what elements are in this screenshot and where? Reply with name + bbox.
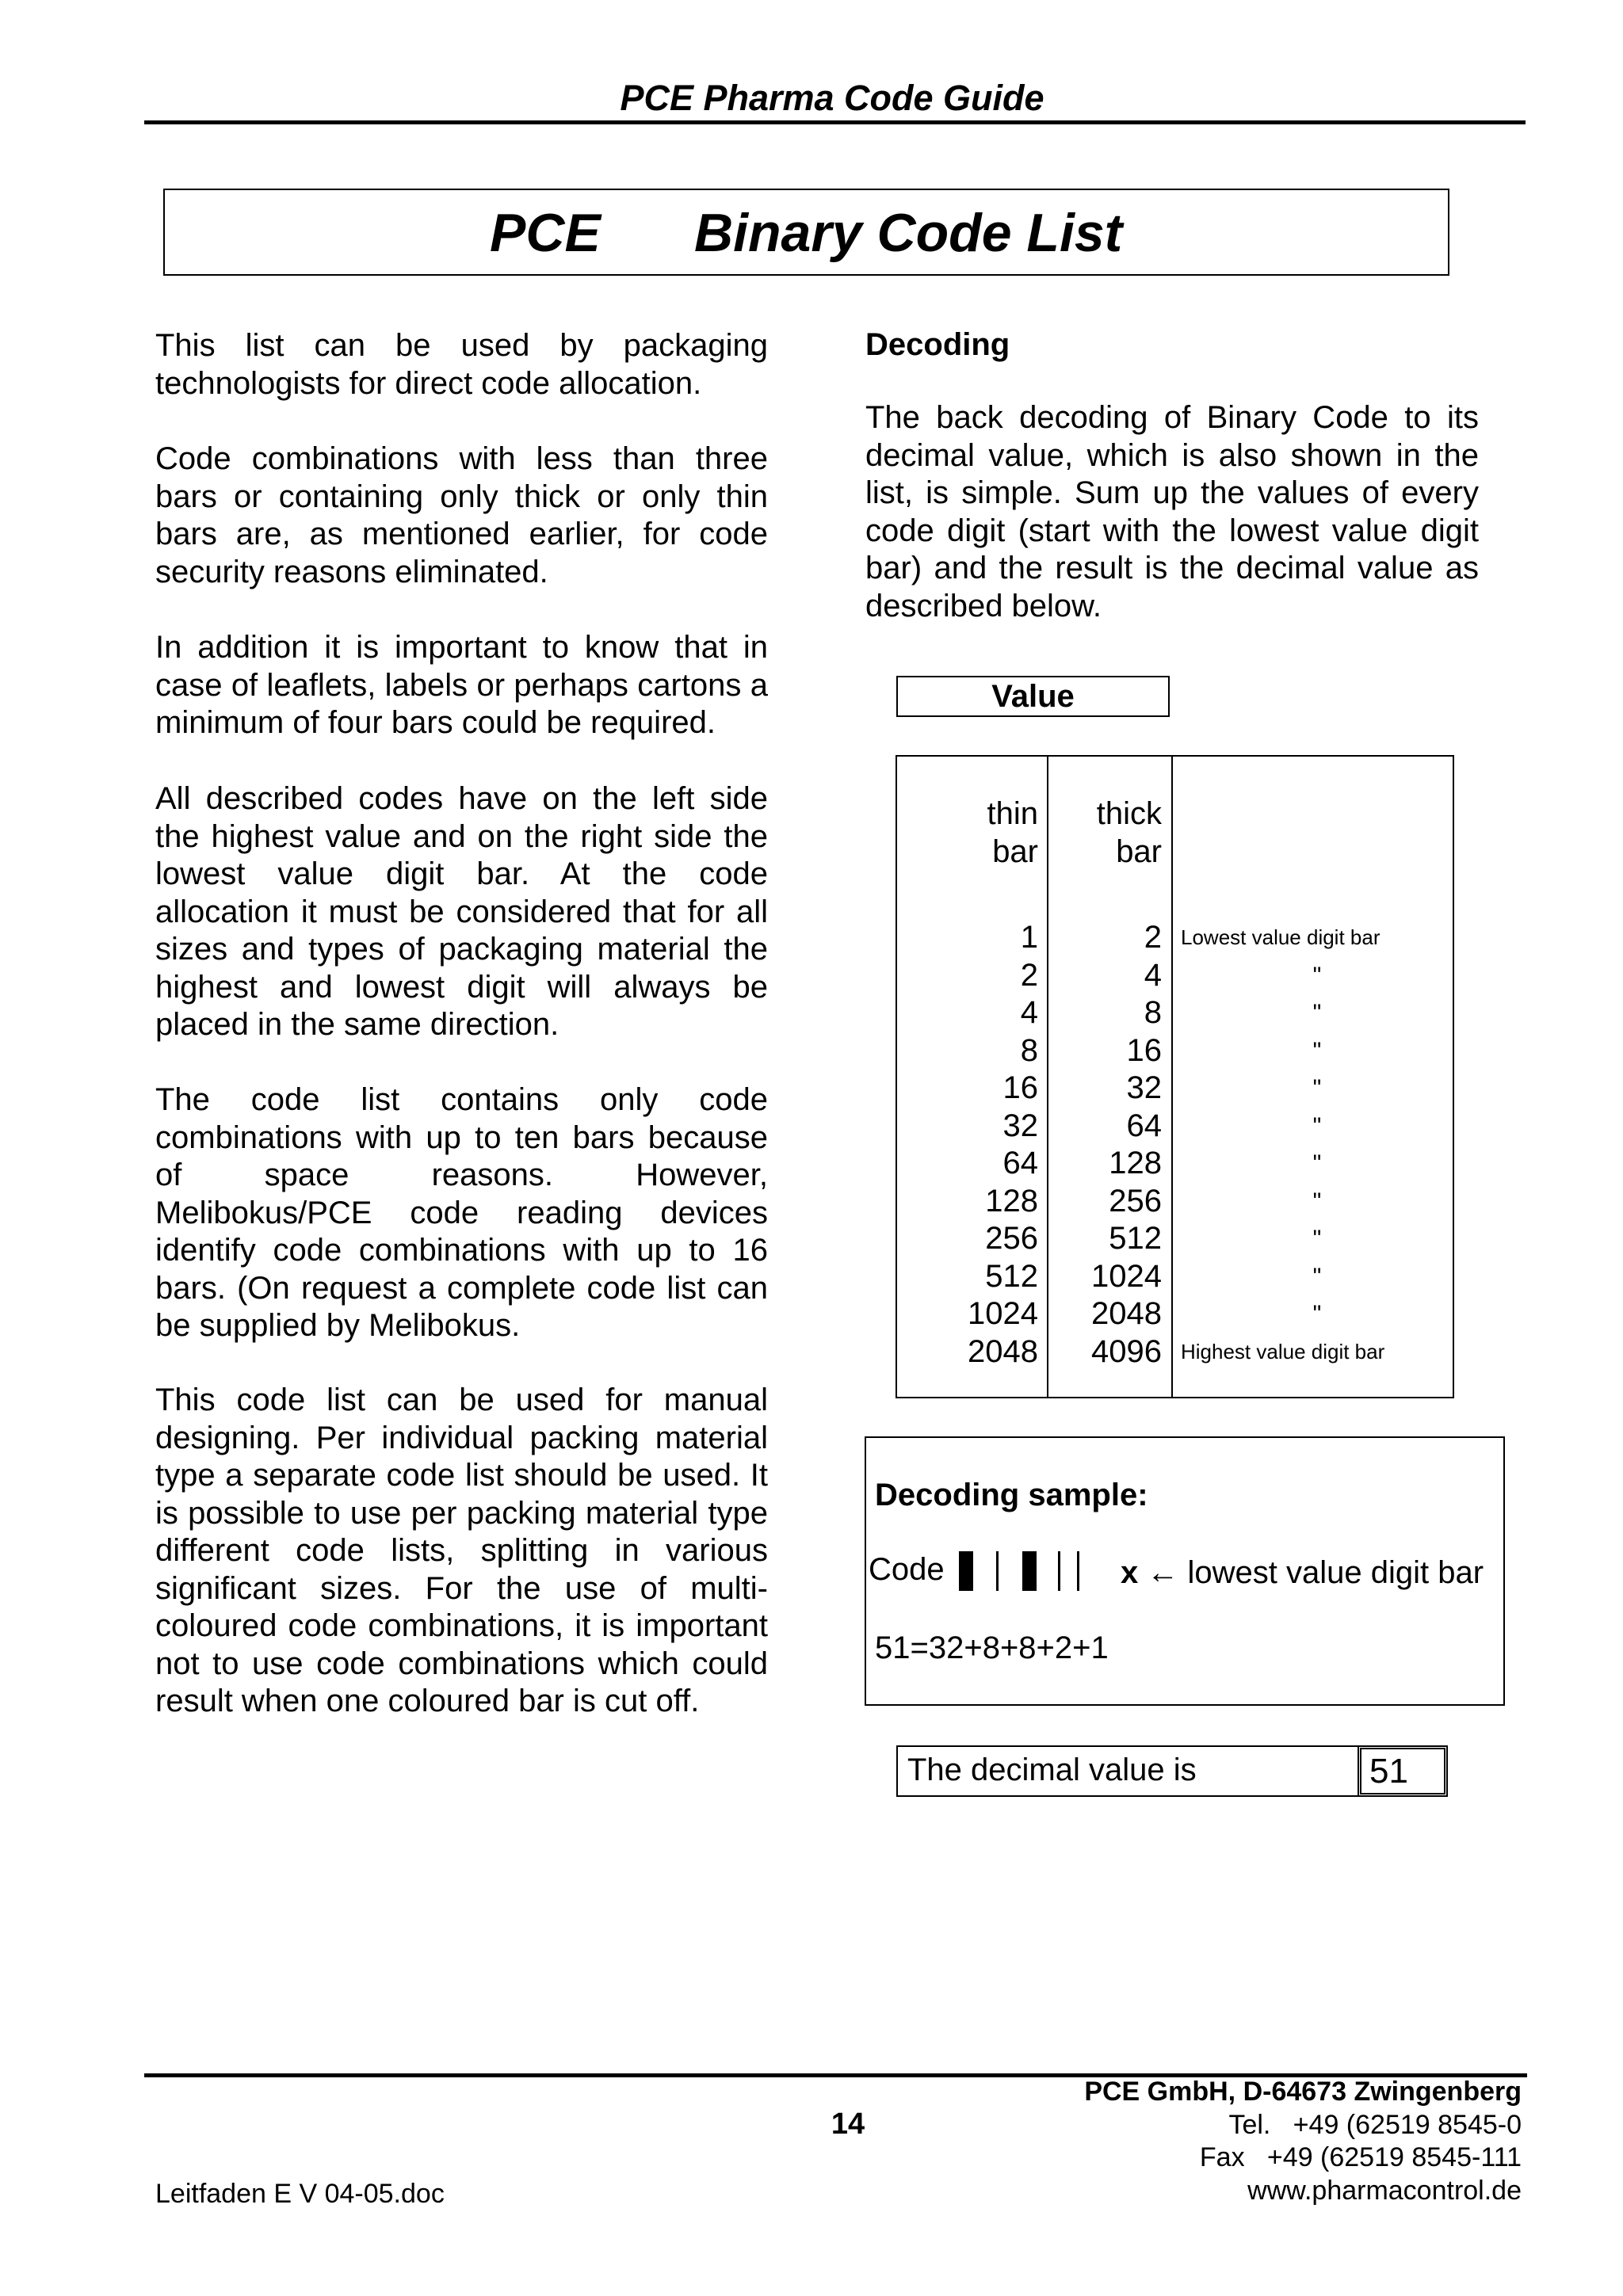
ditto-mark: " <box>1312 1301 1322 1327</box>
value-label-box: Value <box>896 676 1170 717</box>
thick-bar-value: 2048 <box>1091 1296 1162 1331</box>
paragraph-direction: All described codes have on the left side the highest value and on the right side the lowest value digit bar. At the code allocation it must be considered that for all sizes and types of packaging material the highest and lowest digit will always be placed in the same direction. <box>155 781 768 1042</box>
thin-bar-value: 1024 <box>968 1296 1038 1331</box>
ditto-mark: " <box>1312 1150 1322 1177</box>
page-title: Binary Code List <box>694 203 1123 263</box>
barcode-thin-bar <box>996 1551 999 1591</box>
thin-bar-value: 2 <box>1020 957 1038 993</box>
ditto-mark: " <box>1312 962 1322 989</box>
barcode-thin-bar <box>1058 1551 1060 1591</box>
company-name: PCE GmbH, D-64673 Zwingenberg <box>1084 2077 1522 2107</box>
thin-bar-header: thin bar <box>987 796 1038 869</box>
running-header: PCE Pharma Code Guide <box>620 78 1044 118</box>
thick-bar-value: 4096 <box>1091 1333 1162 1369</box>
lowest-value-marker: x ← lowest value digit bar <box>1121 1555 1484 1590</box>
company-contact <box>967 2076 1522 2207</box>
thin-bar-value: 16 <box>1002 1070 1038 1105</box>
thick-bar-value: 64 <box>1126 1108 1162 1143</box>
thin-bar-value: 8 <box>1020 1032 1038 1068</box>
company-web: www.pharmacontrol.de <box>1247 2175 1522 2206</box>
paragraph-manual-design: This code list can be used for manual designing. Per individual packing material type a separate code list should be used. It is possible to use per packing material type different code lists, splitting in various significant sizes. For the use of multi-coloured code combinations, it is important not to use code combinations which could result when one coloured bar is cut off. <box>155 1383 768 1718</box>
decoding-sample-title: Decoding sample: <box>875 1478 1148 1512</box>
barcode-thick-bar <box>1022 1551 1037 1591</box>
ditto-mark: " <box>1312 1188 1322 1215</box>
thin-bar-value: 128 <box>985 1183 1038 1219</box>
thin-bar-value: 32 <box>1002 1108 1038 1143</box>
decoding-sum: 51=32+8+8+2+1 <box>875 1630 1109 1665</box>
digit-bar-note: Highest value digit bar <box>1181 1339 1385 1363</box>
thick-bar-value: 32 <box>1126 1070 1162 1105</box>
code-label: Code <box>869 1552 945 1587</box>
ditto-mark: " <box>1312 1263 1322 1290</box>
title-box <box>163 189 1449 276</box>
paragraph-intro: This list can be used by packaging technologists for direct code allocation. <box>155 328 768 401</box>
value-table <box>896 755 1454 1398</box>
barcode-thick-bar <box>959 1551 973 1591</box>
thick-bar-header: thick bar <box>1096 796 1162 869</box>
table-divider <box>1047 757 1048 1397</box>
thick-bar-value: 1024 <box>1091 1258 1162 1294</box>
decimal-value: 51 <box>1358 1745 1448 1797</box>
paragraph-combinations: Code combinations with less than three bars or containing only thick or only thin bars are, as mentioned earlier, for code security reasons eliminated. <box>155 441 768 589</box>
thin-bar-value: 256 <box>985 1221 1038 1256</box>
thick-bar-value: 8 <box>1144 995 1162 1030</box>
ditto-mark: " <box>1312 1037 1322 1064</box>
decoding-text: The back decoding of Binary Code to its decimal value, which is also shown in the list, is simple. Sum up the values of every code digit (start with the lowest value digit bar) and the result is the decimal value as described below. <box>865 400 1479 624</box>
decoding-heading: Decoding <box>865 327 1010 362</box>
title-left: PCE <box>490 203 601 263</box>
document-filename: Leitfaden E V 04-05.doc <box>155 2179 445 2209</box>
thin-bar-value: 4 <box>1020 995 1038 1030</box>
thick-bar-value: 4 <box>1144 957 1162 993</box>
thick-bar-value: 256 <box>1109 1183 1162 1219</box>
thin-bar-value: 2048 <box>968 1333 1038 1369</box>
thin-bar-value: 512 <box>985 1258 1038 1294</box>
table-divider <box>1171 757 1173 1397</box>
paragraph-minimum-bars: In addition it is important to know that in case of leaflets, labels or perhaps cartons a minimum of four bars could be required. <box>155 630 768 740</box>
barcode-thin-bar <box>1077 1551 1079 1591</box>
header-rule <box>144 120 1526 124</box>
page-number: 14 <box>831 2107 865 2141</box>
thin-bar-value: 1 <box>1020 920 1038 955</box>
thick-bar-value: 512 <box>1109 1221 1162 1256</box>
thin-bar-value: 64 <box>1002 1146 1038 1180</box>
decimal-value-label: The decimal value is <box>907 1753 1197 1787</box>
thick-bar-value: 16 <box>1126 1032 1162 1068</box>
digit-bar-note: Lowest value digit bar <box>1181 925 1381 949</box>
company-tel: Tel. +49 (62519 8545-0 <box>1228 2109 1522 2140</box>
thick-bar-value: 2 <box>1144 920 1162 955</box>
ditto-mark: " <box>1312 1226 1322 1252</box>
ditto-mark: " <box>1312 1075 1322 1101</box>
thick-bar-value: 128 <box>1109 1146 1162 1180</box>
ditto-mark: " <box>1312 1000 1322 1026</box>
company-fax: Fax +49 (62519 8545-111 <box>1199 2142 1522 2172</box>
paragraph-code-list: The code list contains only code combinations with up to ten bars because of space reasons. However, Melibokus/PCE code reading devices identify code combinations with up to 16 bars. (On request a complete code list can be supplied by Melibokus. <box>155 1082 768 1343</box>
ditto-mark: " <box>1312 1112 1322 1139</box>
